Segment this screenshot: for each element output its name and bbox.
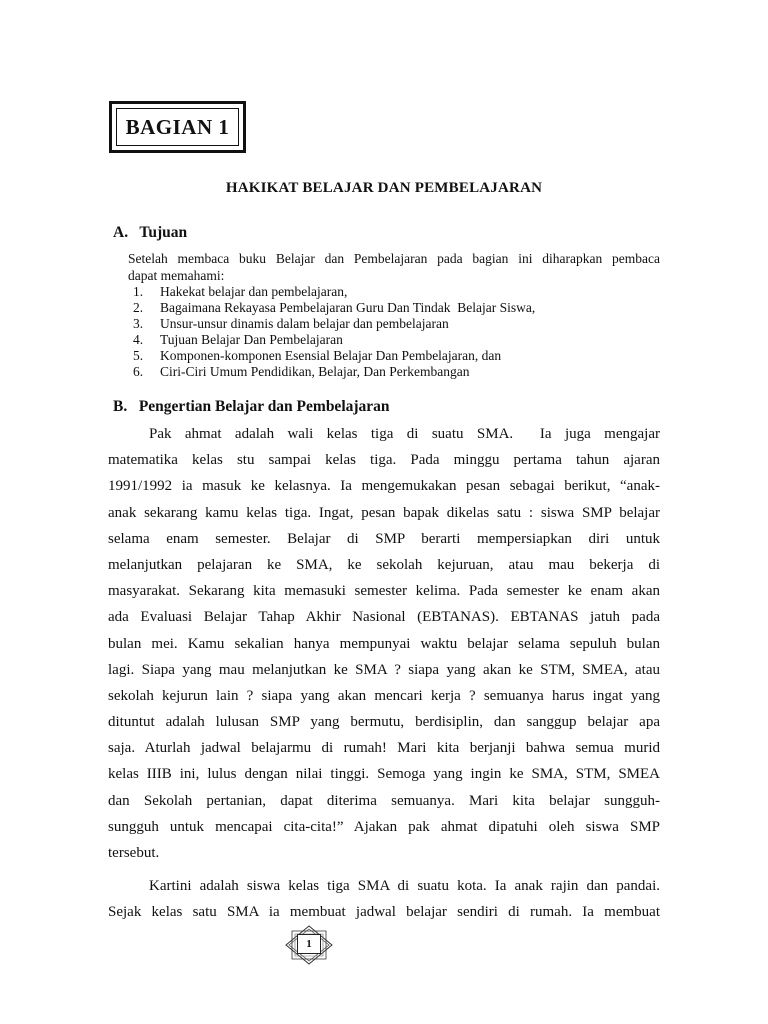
paragraph-line: dan Sekolah pertanian, dapat diterima semuanya. Mari kita belajar sungguh- (108, 792, 660, 809)
list-number: 2. (133, 300, 144, 315)
section-a-intro (128, 250, 660, 284)
list-text: Unsur-unsur dinamis dalam belajar dan pembelajaran (160, 316, 449, 331)
paragraph-line: masyarakat. Sekarang kita memasuki semester kelima. Pada semester ke enam akan (108, 583, 660, 600)
list-number: 5. (133, 348, 144, 363)
paragraph-line: sekolah kejurun lain ? siapa yang akan mencari kerja ? semuanya harus ingat yang (108, 687, 660, 704)
list-item (128, 300, 660, 316)
paragraph-line: matematika kelas stu sampai kelas tiga. Pada minggu pertama tahun ajaran (108, 452, 660, 469)
list-number: 6. (133, 364, 144, 379)
paragraph-line: lagi. Siapa yang mau melanjutkan ke SMA ? siapa yang akan ke STM, SMEA, atau (108, 661, 660, 678)
chapter-title: HAKIKAT BELAJAR DAN PEMBELAJARAN (225, 180, 543, 196)
list-text: Bagaimana Rekayasa Pembelajaran Guru Dan Tindak Belajar Siswa, (160, 300, 536, 315)
paragraph-line: Sejak kelas satu SMA ia membuat jadwal belajar sendiri di rumah. Ia membuat (108, 904, 660, 921)
page-number: 1 (297, 934, 321, 954)
chapter-box (109, 101, 246, 153)
paragraph-line: 1991/1992 ia masuk ke kelasnya. Ia mengemukakan pesan sebagai berikut, “anak- (108, 478, 660, 495)
paragraph-line: melanjutkan pelajaran ke SMA, ke sekolah kejuruan, atau mau bekerja di (108, 556, 660, 573)
paragraph-line: anak sekarang kamu kelas tiga. Ingat, pesan bapak dikelas satu : siswa SMP belajar (108, 504, 660, 521)
paragraph-line: saja. Aturlah jadwal belajarmu di rumah! Mari kita berjanji bahwa semua murid (108, 740, 660, 757)
list-text: Tujuan Belajar Dan Pembelajaran (160, 332, 343, 347)
paragraph-line: Kartini adalah siswa kelas tiga SMA di suatu kota. Ia anak rajin dan pandai. (149, 878, 660, 894)
paragraph-line: bulan mei. Kamu sekalian hanya mempunyai waktu belajar selama sepuluh bulan (108, 635, 660, 652)
chapter-label: BAGIAN 1 (116, 108, 239, 146)
list-item (128, 348, 660, 364)
paragraph-2 (108, 873, 660, 925)
intro-line: dapat memahami: (128, 268, 225, 283)
section-a-heading: A. Tujuan (113, 224, 188, 241)
paragraph-line: kelas IIIB ini, lulus dengan nilai tinggi. Semoga yang ingin ke SMA, STM, SMEA (108, 766, 660, 783)
list-number: 3. (133, 316, 144, 331)
list-item (128, 316, 660, 332)
paragraph-line: dituntut adalah lulusan SMP yang bermutu, berdisiplin, dan sanggup belajar apa (108, 714, 660, 731)
list-item (128, 284, 660, 300)
list-item (128, 364, 660, 380)
paragraph-line: tersebut. (108, 845, 160, 861)
paragraph-line: selama enam semester. Belajar di SMP berarti mempersiapkan diri untuk (108, 530, 660, 547)
list-number: 4. (133, 332, 144, 347)
section-b-heading: B. Pengertian Belajar dan Pembelajaran (113, 398, 390, 415)
list-text: Hakekat belajar dan pembelajaran, (160, 284, 348, 299)
objectives-list (128, 284, 660, 380)
list-number: 1. (133, 284, 144, 299)
list-item (128, 332, 660, 348)
paragraph-line: Pak ahmat adalah wali kelas tiga di suatu SMA. Ia juga mengajar (149, 426, 660, 442)
paragraph-line: ada Evaluasi Belajar Tahap Akhir Nasional (EBTANAS). EBTANAS jatuh pada (108, 609, 660, 626)
intro-line: Setelah membaca buku Belajar dan Pembelajaran pada bagian ini diharapkan pembaca (128, 251, 660, 266)
paragraph-line: sungguh untuk mencapai cita-cita!” Ajakan pak ahmat dipatuhi oleh siswa SMP (108, 818, 660, 835)
paragraph-1 (108, 421, 660, 866)
page-number-ornament (284, 925, 334, 965)
list-text: Komponen-komponen Esensial Belajar Dan Pembelajaran, dan (160, 348, 502, 363)
list-text: Ciri-Ciri Umum Pendidikan, Belajar, Dan Perkembangan (160, 364, 470, 379)
